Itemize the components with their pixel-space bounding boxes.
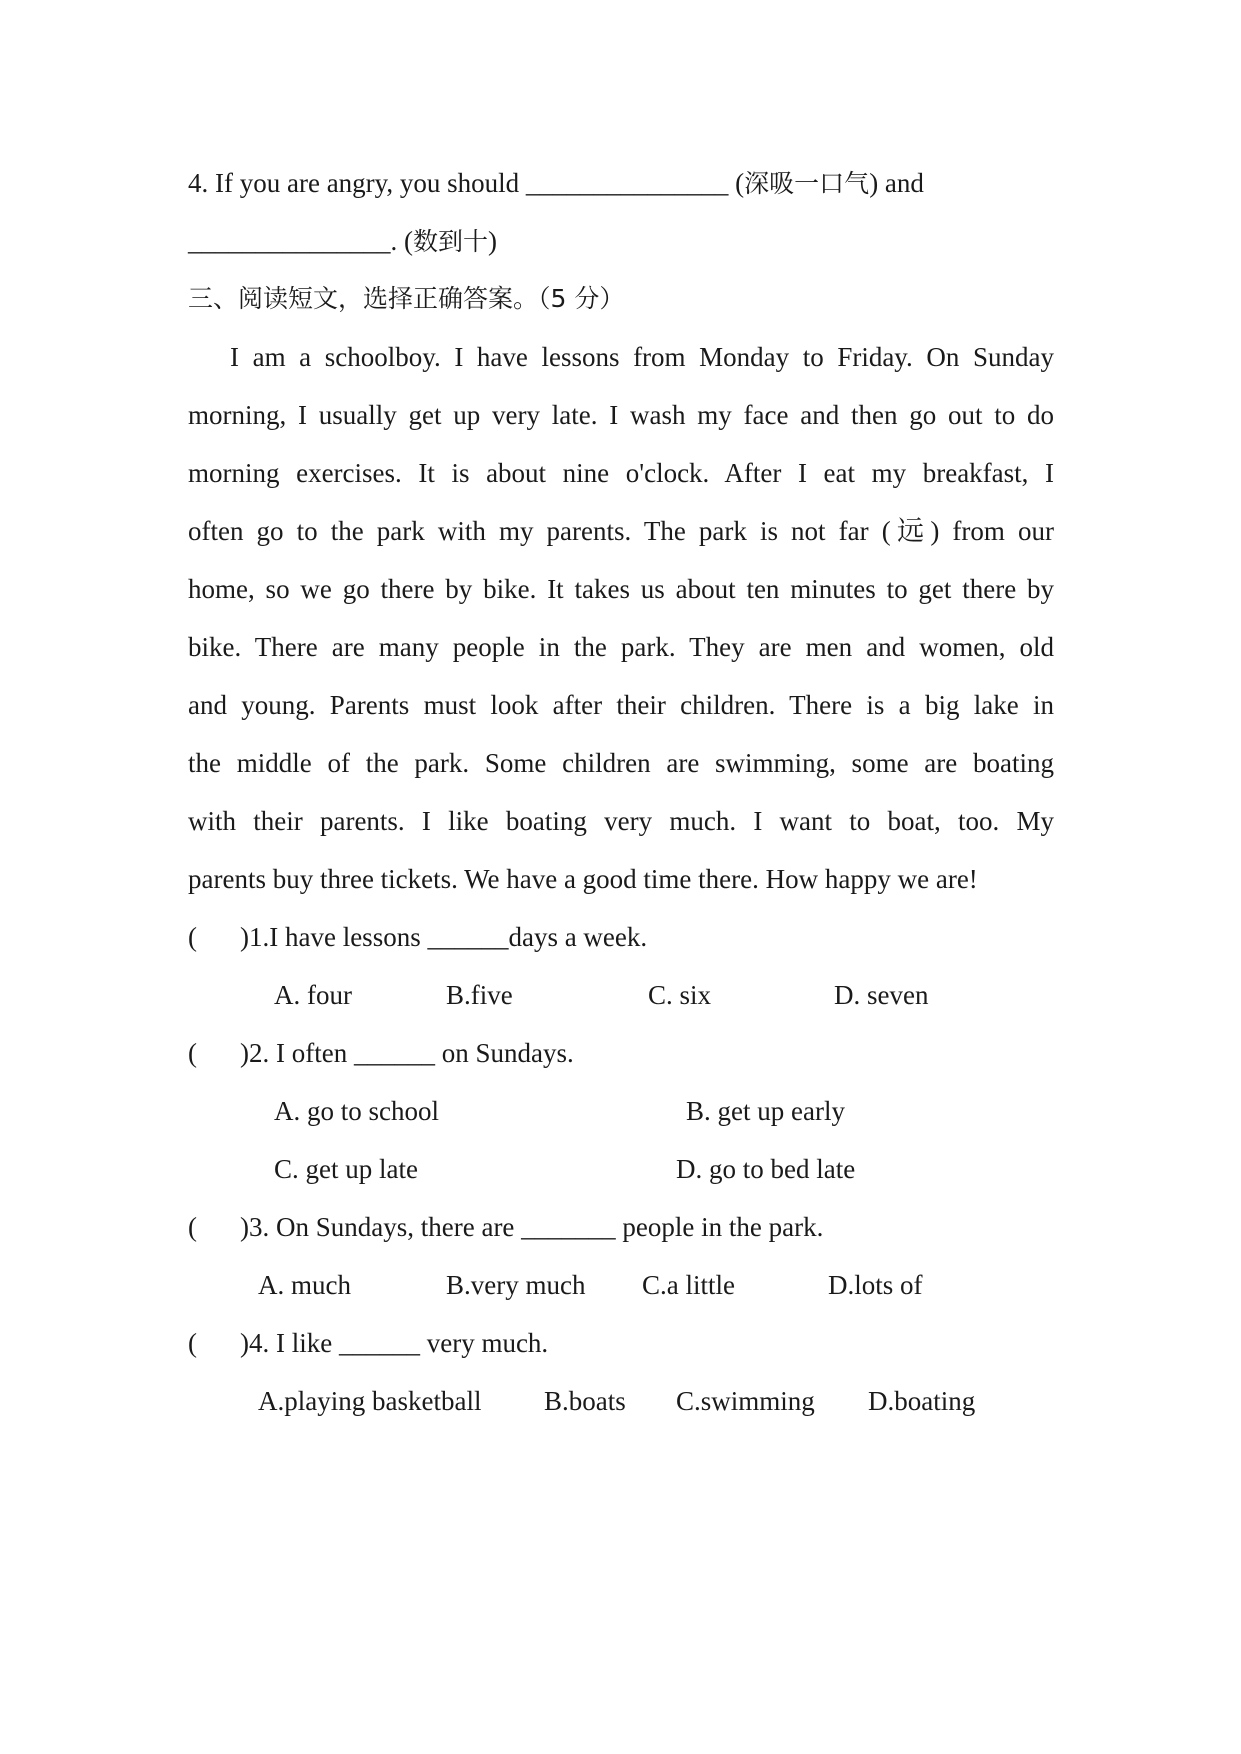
q3-option-d: D.lots of bbox=[828, 1270, 923, 1300]
q4-option-b: B.boats bbox=[544, 1386, 626, 1416]
passage-line: often go to the park with my parents. The park is not far (远) from our bbox=[188, 516, 1054, 546]
q4-option-a: A.playing basketball bbox=[258, 1386, 482, 1416]
q3-option-b: B.very much bbox=[446, 1270, 586, 1300]
passage-line: and young. Parents must look after their children. There is a big lake in bbox=[188, 690, 1054, 720]
question-text: )3. On Sundays, there are _______ people in the park. bbox=[240, 1212, 824, 1242]
q4-hint-deep-breath: 深吸一口气 bbox=[744, 169, 870, 198]
question-text: )1.I have lessons ______days a week. bbox=[240, 922, 648, 952]
fill-blank-q4-line1 bbox=[188, 166, 924, 201]
q4-blank2: _______________. ( bbox=[188, 226, 413, 256]
passage-line: with their parents. I like boating very much. I want to boat, too. My bbox=[188, 806, 1054, 836]
passage-line: parents buy three tickets. We have a good time there. How happy we are! bbox=[188, 864, 978, 894]
passage-line: the middle of the park. Some children are swimming, some are boating bbox=[188, 748, 1054, 778]
q2-option-c: C. get up late bbox=[274, 1154, 418, 1184]
q4-text-end: ) and bbox=[869, 168, 924, 198]
q2-option-a: A. go to school bbox=[274, 1096, 439, 1126]
q4-text: 4. If you are angry, you should _______________ ( bbox=[188, 168, 745, 198]
q1-option-c: C. six bbox=[648, 980, 712, 1010]
q1-option-b: B.five bbox=[446, 980, 513, 1010]
passage-line: bike. There are many people in the park. They are men and women, old bbox=[188, 632, 1054, 662]
question-text: )2. I often ______ on Sundays. bbox=[240, 1038, 574, 1068]
q4-option-c: C.swimming bbox=[676, 1386, 815, 1416]
q4-option-d: D.boating bbox=[868, 1386, 976, 1416]
q3-option-c: C.a little bbox=[642, 1270, 735, 1300]
q4-hint-count-ten: 数到十 bbox=[413, 227, 489, 256]
passage-line: morning, I usually get up very late. I wash my face and then go out to do bbox=[188, 400, 1054, 430]
answer-bracket: ( bbox=[188, 1038, 197, 1068]
passage-line: I am a schoolboy. I have lessons from Monday to Friday. On Sunday bbox=[230, 342, 1054, 372]
q1-option-a: A. four bbox=[274, 980, 352, 1010]
q4-text-end2: ) bbox=[488, 226, 498, 256]
fill-blank-q4-line2 bbox=[188, 224, 497, 259]
section-heading: 三、阅读短文，选择正确答案。（5 分） bbox=[188, 284, 625, 313]
passage-line: home, so we go there by bike. It takes us about ten minutes to get there by bbox=[188, 574, 1054, 604]
q3-option-a: A. much bbox=[258, 1270, 351, 1300]
q2-option-d: D. go to bed late bbox=[676, 1154, 856, 1184]
q2-option-b: B. get up early bbox=[686, 1096, 845, 1126]
answer-bracket: ( bbox=[188, 922, 197, 952]
q1-option-d: D. seven bbox=[834, 980, 929, 1010]
answer-bracket: ( bbox=[188, 1328, 197, 1358]
question-text: )4. I like ______ very much. bbox=[240, 1328, 549, 1358]
answer-bracket: ( bbox=[188, 1212, 197, 1242]
passage-line: morning exercises. It is about nine o'clock. After I eat my breakfast, I bbox=[188, 458, 1054, 488]
